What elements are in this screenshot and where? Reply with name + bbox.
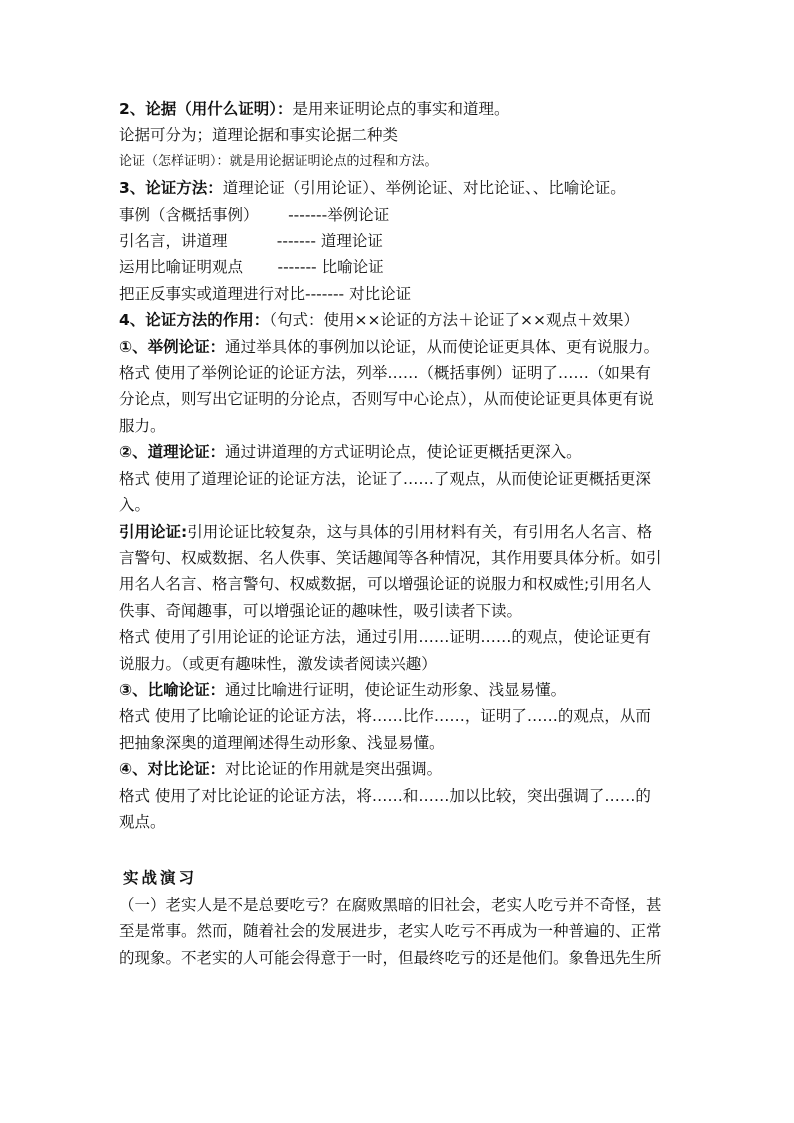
citation-format-line-1: 格式 使用了引用论证的论证方法，通过引用……证明……的观点，使论证更有 xyxy=(119,628,651,647)
reasoning-argument-heading: ②、道理论证： xyxy=(119,443,226,462)
document-page xyxy=(119,96,679,971)
contrast-format-line-2: 观点。 xyxy=(119,812,166,831)
section-2-heading: 2、论据（用什么证明）： xyxy=(119,100,293,118)
section-3-heading: 3、论证方法： xyxy=(119,179,223,198)
practice-heading: 实战演习 xyxy=(123,869,198,888)
citation-argument-text: 引用论证比较复杂，这与具体的引用材料有关，有引用名人名言、格 xyxy=(187,522,653,541)
metaphor-argument-text: 通过比喻进行证明，使论证生动形象、浅显易懂。 xyxy=(225,680,567,699)
example-argument-heading: ①、举例论证： xyxy=(119,337,226,356)
section-3-text: 道理论证（引用论证）、举例论证、对比论证、、比喻论证。 xyxy=(222,179,626,198)
contrast-argument-heading: ④、对比论证： xyxy=(119,760,226,779)
example-argument-line xyxy=(119,334,679,360)
practice-paragraph-line-2: 至是常事。然而，随着社会的发展进步，老实人吃亏不再成为一种普遍的、正常 xyxy=(119,922,662,941)
citation-format-line-2: 说服力。（或更有趣味性，激发读者阅读兴趣） xyxy=(119,654,437,673)
reasoning-argument-line xyxy=(119,439,679,465)
section-4-heading: 4、论证方法的作用： xyxy=(119,311,270,330)
example-format-line-2: 分论点，则写出它证明的分论点，否则写中心论点），从而使论证更具体更有说 xyxy=(119,390,654,409)
section-gap xyxy=(119,835,679,865)
metaphor-argument-heading: ③、比喻论证： xyxy=(119,680,226,699)
metaphor-format-line-2: 把抽象深奥的道理阐述得生动形象、浅显易懂。 xyxy=(119,733,445,752)
reasoning-argument-text: 通过讲道理的方式证明论点，使论证更概括更深入。 xyxy=(225,443,582,462)
example-argument-text: 通过举具体的事例加以论证，从而使论证更具体、更有说服力。 xyxy=(225,337,660,356)
section-4-line xyxy=(119,307,679,333)
reasoning-format-line-2: 入。 xyxy=(119,496,151,515)
argumentation-definition-line: 论证（怎样证明）：就是用论据证明论点的过程和方法。 xyxy=(119,153,438,169)
contrast-format-line-1: 格式 使用了对比论证的论证方法，将……和……加以比较，突出强调了……的 xyxy=(119,786,651,805)
practice-paragraph-line-3: 的现象。不老实的人可能会得意于一时，但最终吃亏的还是他们。象鲁迅先生所 xyxy=(119,948,662,967)
citation-argument-heading: 引用论证: xyxy=(119,522,188,541)
argument-types-line: 论据可分为；道理论据和事实论据二种类 xyxy=(119,126,399,145)
citation-argument-line xyxy=(119,519,679,545)
contrast-argument-text: 对比论证的作用就是突出强调。 xyxy=(225,760,443,779)
example-format-line-1: 格式 使用了举例论证的论证方法，列举……（概括事例）证明了……（如果有 xyxy=(119,364,651,383)
mapping-line-contrast: 把正反事实或道理进行对比------- 对比论证 xyxy=(119,284,412,303)
mapping-line-reasoning: 引名言，讲道理 ------- 道理论证 xyxy=(119,232,383,251)
section-2-text: 是用来证明论点的事实和道理。 xyxy=(292,100,510,118)
citation-line-4: 佚事、奇闻趣事，可以增强论证的趣味性，吸引读者下读。 xyxy=(119,601,523,620)
practice-paragraph-line-1: （一）老实人是不是总要吃亏？在腐败黑暗的旧社会，老实人吃亏并不奇怪，甚 xyxy=(119,895,662,914)
contrast-argument-line xyxy=(119,756,679,782)
mapping-line-metaphor: 运用比喻证明观点 ------- 比喻论证 xyxy=(119,258,384,277)
section-3-line xyxy=(119,175,679,201)
example-format-line-3: 服力。 xyxy=(119,416,166,435)
section-2-line xyxy=(119,96,679,122)
section-4-text: （句式：使用××论证的方法＋论证了××观点＋效果） xyxy=(269,311,639,330)
metaphor-argument-line xyxy=(119,677,679,703)
mapping-line-example: 事例（含概括事例） -------举例论证 xyxy=(119,205,390,224)
citation-line-2: 言警句、权威数据、名人佚事、笑话趣闻等各种情况，其作用要具体分析。如引 xyxy=(119,548,662,567)
reasoning-format-line-1: 格式 使用了道理论证的论证方法，论证了……了观点，从而使论证更概括更深 xyxy=(119,469,651,488)
metaphor-format-line-1: 格式 使用了比喻论证的论证方法，将……比作……，证明了……的观点，从而 xyxy=(119,707,651,726)
citation-line-3: 用名人名言、格言警句、权威数据，可以增强论证的说服力和权威性;引用名人 xyxy=(119,575,652,594)
